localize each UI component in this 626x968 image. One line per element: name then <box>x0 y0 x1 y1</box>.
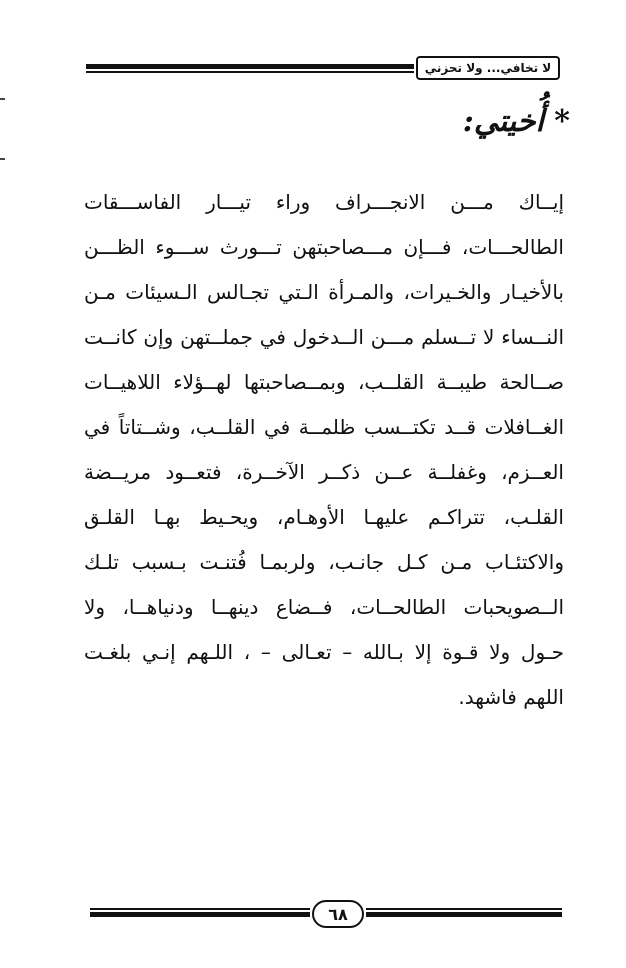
running-header-title: لا تخافي... ولا تحزني <box>416 56 560 80</box>
page-number: ٦٨ <box>312 900 364 928</box>
text-line: القلـب، تتراكـم عليهـا الأوهـام، ويحـيط بهـا القلـق <box>84 505 564 529</box>
footer-rule <box>90 908 310 918</box>
text-line: الطالحـــات، فـــإن مـــصاحبتهن تـــورث ســـوء الظـــن <box>84 235 564 259</box>
text-line: الــصويحبات الطالحــات، فــضاع دينهــا ودنياهــا، ولا <box>84 595 564 619</box>
text-line: والاكتئـاب مـن كـل جانـب، ولربمـا فُتنـت بـسبب تلـك <box>84 550 564 574</box>
text-line: اللهم فاشهد. <box>458 685 564 709</box>
footer-rule <box>366 908 562 918</box>
text-line: صــالحة طيبــة القلــب، وبمــصاحبتها لهــؤلاء اللاهيــات <box>84 370 564 394</box>
text-line: الغــافلات قــد تكتــسب ظلمــة في القلــب، وشــتاتاً في <box>84 415 564 439</box>
scan-edge-mark <box>0 158 5 160</box>
body-paragraph <box>84 180 564 720</box>
text-line: العــزم، وغفلــة عــن ذكــر الآخــرة، فتعــود مريــضة <box>84 460 564 484</box>
text-line: حـول ولا قـوة إلا بـالله – تعـالى – ، اللـهم إنـي بلغـت <box>84 640 564 664</box>
text-line: بالأخيـار والخـيرات، والمـرأة الـتي تجـالس الـسيئات مـن <box>84 280 564 304</box>
text-line: النــساء لا تــسلم مـــن الــدخول في جملــتهن وإن كانــت <box>84 325 564 349</box>
section-heading: * أُخيتي: <box>462 104 570 139</box>
header-rule <box>86 64 414 74</box>
scan-edge-mark <box>0 98 5 100</box>
text-line: إيــاك مـــن الانجـــراف وراء تيـــار الفاســـقات <box>84 190 564 214</box>
